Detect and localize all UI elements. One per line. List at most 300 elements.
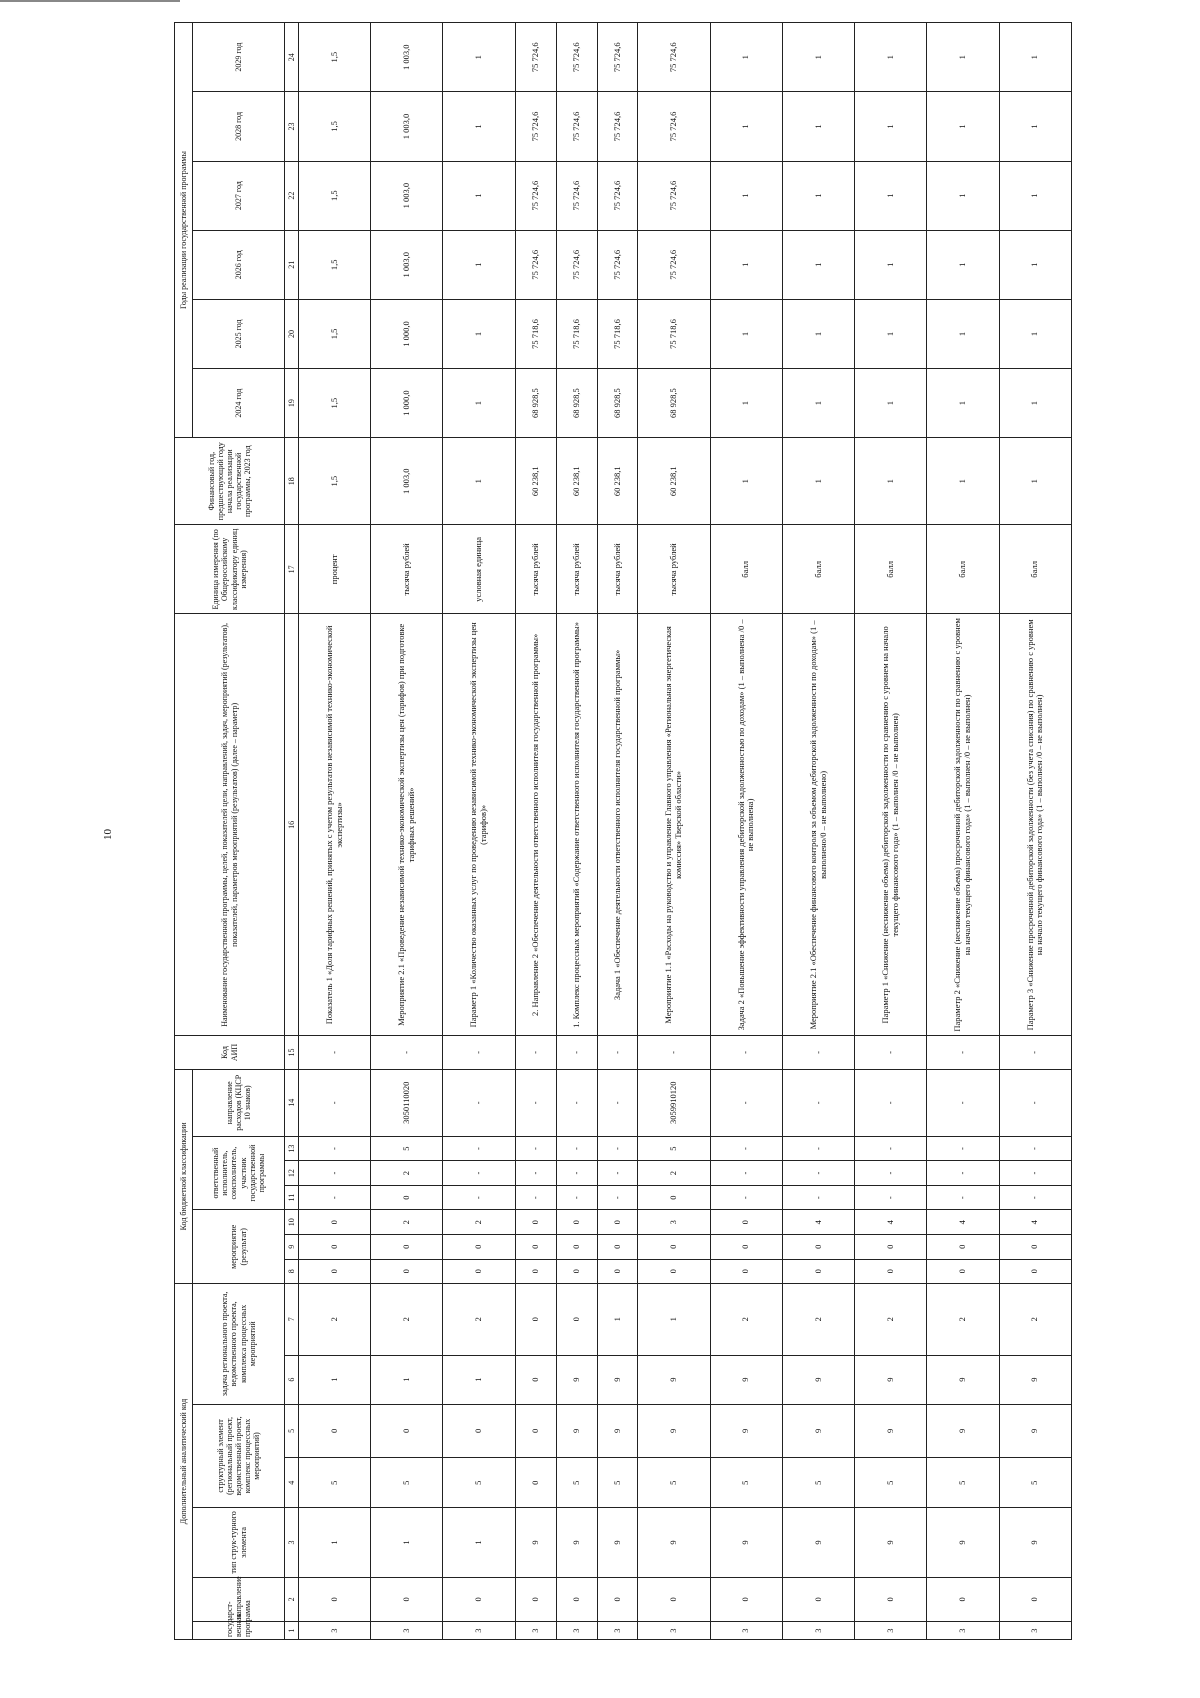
row-name-cell: Мероприятие 1.1 «Расходы на руководство и управление Главного управления «Региональная энергетическая комиссия» Тверской области» [638,614,710,1036]
row-name-cell: Мероприятие 2.1 «Проведение независимой технико-экономической экспертизы цен (тарифов) при подготовке тарифных решений» [371,614,443,1036]
code-cell: 0 [855,1577,927,1622]
code-cell: 9 [927,1404,999,1458]
column-index-row [285,23,299,1640]
code-cell: 0 [371,1259,443,1284]
code-cell: 5 [782,1458,854,1508]
value-cell: 1 [999,92,1071,161]
header-executor: ответственный исполнитель, соисполнитель, участник государственной программы [193,1136,285,1210]
code-cell: 1 [371,1508,443,1577]
value-cell: 1 003,0 [371,92,443,161]
value-cell: 75 718,6 [515,299,556,368]
value-cell: 75 724,6 [597,161,638,230]
code-cell: 9 [927,1355,999,1404]
table-row [999,23,1071,1640]
code-cell: - [855,1161,927,1186]
header-expense-dir: направление расходов (КЦСР 10 знаков) [193,1069,285,1136]
value-cell: 75 724,6 [515,230,556,299]
value-cell: 75 724,6 [638,161,710,230]
value-cell: 1,5 [299,438,371,525]
column-index-cell: 14 [285,1069,299,1136]
code-cell: - [710,1136,782,1161]
code-cell: 0 [556,1259,597,1284]
value-cell: 1 [927,438,999,525]
row-name-cell: 1. Комплекс процессных мероприятий «Содержание ответственного исполнителя государственной программы» [556,614,597,1036]
code-cell: - [927,1069,999,1136]
column-index-cell: 6 [285,1355,299,1404]
unit-cell: балл [927,525,999,614]
code-cell: 1 [299,1355,371,1404]
value-cell: 1 003,0 [371,230,443,299]
code-cell: 3 [710,1622,782,1640]
code-cell: 3 [855,1622,927,1640]
value-cell: 1 [927,92,999,161]
code-cell: 5 [597,1458,638,1508]
column-index-cell: 11 [285,1185,299,1210]
table-row [371,23,443,1640]
value-cell: 1 [999,369,1071,438]
value-cell: 1 [855,299,927,368]
code-cell: 0 [782,1259,854,1284]
code-cell: - [782,1069,854,1136]
code-cell: 0 [515,1210,556,1235]
code-cell: 9 [710,1404,782,1458]
column-index-cell: 10 [285,1210,299,1235]
code-cell: 0 [443,1404,515,1458]
header-year-2024: 2024 год [193,369,285,438]
code-cell: 9 [556,1404,597,1458]
code-cell: 0 [556,1210,597,1235]
code-cell: 0 [515,1458,556,1508]
code-cell: 3 [443,1622,515,1640]
code-cell: 3 [782,1622,854,1640]
value-cell: 75 724,6 [597,230,638,299]
code-cell: 9 [638,1355,710,1404]
value-cell: 1 000,0 [371,299,443,368]
code-cell: 0 [371,1185,443,1210]
code-cell: - [855,1185,927,1210]
code-cell: - [299,1161,371,1186]
header-year-2025: 2025 год [193,299,285,368]
value-cell: 1 [443,369,515,438]
code-cell: 0 [855,1234,927,1259]
code-cell: - [999,1069,1071,1136]
column-index-cell: 7 [285,1284,299,1355]
header-year-2027: 2027 год [193,161,285,230]
code-cell: 2 [443,1284,515,1355]
code-cell: 0 [782,1577,854,1622]
code-cell: - [710,1185,782,1210]
column-index-cell: 22 [285,161,299,230]
code-cell: - [927,1136,999,1161]
value-cell: 1 [782,299,854,368]
code-cell: 0 [927,1234,999,1259]
value-cell: 1 [710,438,782,525]
unit-cell: условная единица [443,525,515,614]
header-gp: государст-венная программа [193,1622,285,1640]
value-cell: 1 [927,299,999,368]
code-cell: 0 [299,1577,371,1622]
code-cell: 9 [782,1355,854,1404]
code-cell: - [927,1161,999,1186]
value-cell: 75 724,6 [638,92,710,161]
page-number: 10 [102,829,114,840]
code-cell: 0 [638,1577,710,1622]
code-cell: 9 [515,1508,556,1577]
value-cell: 1 003,0 [371,161,443,230]
rotated-table-sheet [174,22,1072,1640]
value-cell: 1,5 [299,369,371,438]
code-cell: 2 [855,1284,927,1355]
code-cell: - [597,1185,638,1210]
column-index-cell: 15 [285,1036,299,1069]
code-cell: 3059910120 [638,1069,710,1136]
value-cell: 1 [782,23,854,92]
code-cell: 1 [371,1355,443,1404]
code-cell: 2 [371,1161,443,1186]
code-cell: 9 [999,1404,1071,1458]
code-cell: 2 [999,1284,1071,1355]
table-row [927,23,999,1640]
code-cell: 1 [443,1508,515,1577]
code-cell: 0 [515,1284,556,1355]
column-index-cell: 21 [285,230,299,299]
code-cell: 2 [710,1284,782,1355]
code-cell: 3050110020 [371,1069,443,1136]
code-cell: 1 [597,1284,638,1355]
value-cell: 1 [855,92,927,161]
value-cell: 1,5 [299,92,371,161]
code-cell: 0 [710,1210,782,1235]
unit-cell: балл [999,525,1071,614]
code-cell: - [927,1185,999,1210]
code-cell: 0 [556,1577,597,1622]
value-cell: 1 [855,23,927,92]
unit-cell: тысяча рублей [371,525,443,614]
code-cell: 3 [638,1622,710,1640]
code-cell: - [597,1136,638,1161]
code-cell: 9 [782,1404,854,1458]
code-cell: 1 [638,1284,710,1355]
value-cell: 1 [927,161,999,230]
code-cell: - [299,1036,371,1069]
code-cell: - [638,1036,710,1069]
code-cell: - [443,1185,515,1210]
value-cell: 1 [927,230,999,299]
code-cell: 5 [556,1458,597,1508]
code-cell: 4 [855,1210,927,1235]
table-body [299,23,1072,1640]
code-cell: 9 [999,1508,1071,1577]
column-index-cell: 19 [285,369,299,438]
code-cell: 9 [855,1508,927,1577]
value-cell: 1 [443,161,515,230]
header-fin-year: Финансовый год, предшествующий году начала реализации государственной программы, 2023 год [175,438,285,525]
code-cell: 9 [556,1508,597,1577]
row-name-cell: Параметр 1 «Количество оказанных услуг по проведению независимой технико-экономической экспертизы цен (тарифов)» [443,614,515,1036]
code-cell: - [443,1036,515,1069]
column-index-cell: 23 [285,92,299,161]
code-cell: 2 [782,1284,854,1355]
code-cell: 0 [556,1284,597,1355]
header-name: Наименование государственной программы, целей, показателей цели, направлений, задач, мероприятий (результатов), показателей, параметров мероприятий (результатов) (далее – параметр) [175,614,285,1036]
value-cell: 60 238,1 [556,438,597,525]
code-cell: 5 [638,1458,710,1508]
code-cell: - [515,1161,556,1186]
value-cell: 1 [443,299,515,368]
code-cell: 0 [855,1259,927,1284]
value-cell: 75 724,6 [638,230,710,299]
unit-cell: балл [782,525,854,614]
program-table [174,22,1072,1640]
code-cell: - [999,1161,1071,1186]
code-cell: - [556,1136,597,1161]
header-year-2028: 2028 год [193,92,285,161]
code-cell: - [782,1161,854,1186]
code-cell: 5 [855,1458,927,1508]
value-cell: 75 724,6 [556,23,597,92]
code-cell: - [443,1161,515,1186]
value-cell: 1 [710,369,782,438]
header-year-2026: 2026 год [193,230,285,299]
code-cell: 0 [710,1259,782,1284]
value-cell: 1 [999,161,1071,230]
row-name-cell: 2. Направление 2 «Обеспечение деятельности ответственного исполнителя государственной программы» [515,614,556,1036]
code-cell: - [999,1185,1071,1210]
code-cell: - [927,1036,999,1069]
code-cell: 2 [443,1210,515,1235]
code-cell: 0 [371,1577,443,1622]
code-cell: 3 [556,1622,597,1640]
code-cell: - [556,1185,597,1210]
code-cell: 9 [638,1404,710,1458]
code-cell: - [855,1136,927,1161]
unit-cell: тысяча рублей [597,525,638,614]
code-cell: 5 [710,1458,782,1508]
code-cell: 5 [371,1458,443,1508]
value-cell: 75 724,6 [597,92,638,161]
header-budget-code: Код бюджетной классификации [175,1069,193,1283]
code-cell: 3 [299,1622,371,1640]
code-cell: - [999,1136,1071,1161]
code-cell: 0 [443,1259,515,1284]
value-cell: 1 [782,92,854,161]
code-cell: 3 [999,1622,1071,1640]
code-cell: 0 [597,1577,638,1622]
table-row [299,23,371,1640]
code-cell: - [556,1036,597,1069]
code-cell: 0 [927,1259,999,1284]
header-additional-code: Дополнительный аналитический код [175,1284,193,1640]
code-cell: 4 [999,1210,1071,1235]
value-cell: 1 [443,92,515,161]
value-cell: 1 [443,23,515,92]
value-cell: 75 718,6 [597,299,638,368]
code-cell: - [710,1069,782,1136]
column-index-cell: 13 [285,1136,299,1161]
code-cell: 0 [443,1234,515,1259]
code-cell: 3 [927,1622,999,1640]
header-aip: Код АИП [175,1036,285,1069]
code-cell: 0 [515,1404,556,1458]
column-index-cell: 17 [285,525,299,614]
code-cell: 4 [927,1210,999,1235]
value-cell: 1 [999,230,1071,299]
code-cell: 0 [299,1404,371,1458]
value-cell: 1 [927,369,999,438]
code-cell: 0 [597,1210,638,1235]
code-cell: 0 [515,1259,556,1284]
code-cell: - [782,1036,854,1069]
value-cell: 1 [782,369,854,438]
code-cell: - [782,1136,854,1161]
code-cell: 9 [710,1508,782,1577]
code-cell: - [299,1069,371,1136]
header-direction: направление [193,1577,285,1622]
value-cell: 1 003,0 [371,438,443,525]
value-cell: 1,5 [299,23,371,92]
column-index-cell: 3 [285,1508,299,1577]
code-cell: 2 [371,1210,443,1235]
value-cell: 1 [710,161,782,230]
code-cell: 2 [299,1284,371,1355]
table-row [443,23,515,1640]
column-index-cell: 8 [285,1259,299,1284]
code-cell: - [597,1161,638,1186]
code-cell: - [556,1161,597,1186]
row-name-cell: Задача 2 «Повышение эффективности управления дебиторской задолженностью по доходам» (1 – выполнена /0 – не выполнена) [710,614,782,1036]
table-row [556,23,597,1640]
code-cell: 9 [556,1355,597,1404]
row-name-cell: Параметр 1 «Снижение (неснижение объема) дебиторской задолженности по сравнению с уровнем на начало текущего финансового года» (1 – выполнен /0 – не выполнен) [855,614,927,1036]
header-year-2029: 2029 год [193,23,285,92]
code-cell: 0 [515,1355,556,1404]
value-cell: 1 [710,92,782,161]
value-cell: 68 928,5 [638,369,710,438]
code-cell: - [299,1185,371,1210]
header-unit: Единица измерения (по Общероссийскому классификатору единиц измерения) [175,525,285,614]
value-cell: 1 [999,299,1071,368]
header-struct-type: тип струк-турного элемента [193,1508,285,1577]
code-cell: 9 [597,1508,638,1577]
code-cell: 0 [515,1577,556,1622]
unit-cell: тысяча рублей [638,525,710,614]
code-cell: - [299,1136,371,1161]
column-index-cell: 12 [285,1161,299,1186]
code-cell: 0 [371,1404,443,1458]
row-name-cell: Параметр 3 «Снижение просроченной дебиторской задолженности (без учета списания) по сравнению с уровнем на начало текущего финансового года» (1 – выполнен /0 – не выполнен) [999,614,1071,1036]
code-cell: 5 [999,1458,1071,1508]
value-cell: 1 [443,438,515,525]
value-cell: 68 928,5 [597,369,638,438]
value-cell: 60 238,1 [597,438,638,525]
value-cell: 1 [855,161,927,230]
code-cell: 0 [999,1234,1071,1259]
value-cell: 68 928,5 [515,369,556,438]
code-cell: 2 [638,1161,710,1186]
code-cell: 9 [597,1404,638,1458]
code-cell: - [597,1069,638,1136]
column-index-cell: 18 [285,438,299,525]
code-cell: 0 [597,1234,638,1259]
column-index-cell: 5 [285,1404,299,1458]
column-index-cell: 16 [285,614,299,1036]
code-cell: 9 [927,1508,999,1577]
code-cell: 0 [638,1185,710,1210]
unit-cell: балл [710,525,782,614]
value-cell: 1 [710,230,782,299]
value-cell: 75 724,6 [556,230,597,299]
value-cell: 75 724,6 [638,23,710,92]
code-cell: 0 [782,1234,854,1259]
table-row [638,23,710,1640]
code-cell: 0 [999,1259,1071,1284]
value-cell: 1 [782,230,854,299]
row-name-cell: Параметр 2 «Снижение (неснижение объема) просроченной дебиторской задолженности по сравнению с уровнем на начало текущего финансового года» (1 – выполнен /0 – не выполнен) [927,614,999,1036]
code-cell: 9 [999,1355,1071,1404]
column-index-cell: 1 [285,1622,299,1640]
code-cell: 9 [597,1355,638,1404]
table-row [855,23,927,1640]
header-struct-elem: структурный элемент (региональный проект, ведомственный проект, комплекс процессных мероприятий) [193,1404,285,1508]
code-cell: - [999,1036,1071,1069]
code-cell: 5 [638,1136,710,1161]
code-cell: - [782,1185,854,1210]
table-row [597,23,638,1640]
code-cell: 0 [299,1210,371,1235]
code-cell: - [855,1069,927,1136]
code-cell: - [855,1036,927,1069]
value-cell: 1 [782,161,854,230]
code-cell: - [597,1036,638,1069]
code-cell: 0 [710,1577,782,1622]
header-event: мероприятие (результат) [193,1210,285,1284]
code-cell: - [443,1136,515,1161]
table-row [515,23,556,1640]
code-cell: 0 [371,1234,443,1259]
value-cell: 1 [855,230,927,299]
code-cell: 0 [597,1259,638,1284]
code-cell: - [710,1161,782,1186]
value-cell: 60 238,1 [638,438,710,525]
code-cell: 1 [299,1508,371,1577]
unit-cell: балл [855,525,927,614]
code-cell: 9 [855,1355,927,1404]
value-cell: 1 [710,299,782,368]
column-index-cell: 20 [285,299,299,368]
value-cell: 1 [927,23,999,92]
header-task: задача регионального проекта, ведомственного проекта, комплекса процессных мероприятий [193,1284,285,1405]
code-cell: 0 [515,1234,556,1259]
value-cell: 75 724,6 [597,23,638,92]
value-cell: 68 928,5 [556,369,597,438]
code-cell: 9 [782,1508,854,1577]
code-cell: 0 [999,1577,1071,1622]
code-cell: 9 [638,1508,710,1577]
unit-cell: тысяча рублей [515,525,556,614]
unit-cell: процент [299,525,371,614]
table-row [710,23,782,1640]
value-cell: 75 724,6 [515,161,556,230]
code-cell: 2 [371,1284,443,1355]
column-index-cell: 24 [285,23,299,92]
value-cell: 1 000,0 [371,369,443,438]
code-cell: 0 [638,1234,710,1259]
code-cell: 0 [638,1259,710,1284]
code-cell: - [371,1036,443,1069]
code-cell: 2 [927,1284,999,1355]
value-cell: 75 718,6 [638,299,710,368]
code-cell: 5 [299,1458,371,1508]
